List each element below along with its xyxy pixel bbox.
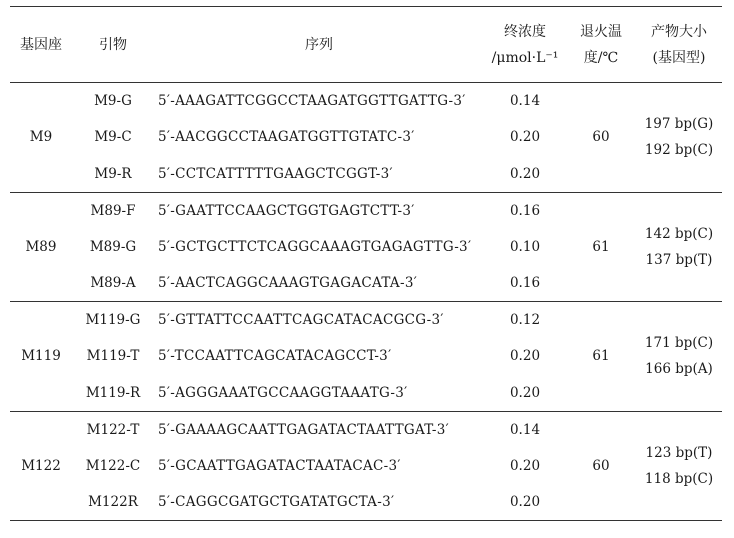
header-concentration-line2: /μmol·L⁻¹ — [491, 49, 559, 66]
product-cell — [636, 192, 722, 302]
primer-cell: M119-G — [85, 312, 141, 328]
table-row — [10, 302, 722, 339]
concentration-cell: 0.20 — [484, 484, 566, 521]
product-size: 118 bp(C) — [644, 470, 714, 487]
locus-cell: M89 — [10, 192, 72, 302]
header-primer: 引物 — [72, 7, 154, 83]
product-size: 192 bp(C) — [644, 142, 714, 159]
product-size: 123 bp(T) — [645, 444, 713, 461]
concentration-cell: 0.20 — [509, 348, 541, 365]
sequence-cell: 5′-AACGGCCTAAGATGGTTGTATC-3′ — [158, 129, 415, 146]
concentration-cell: 0.20 — [484, 156, 566, 193]
annealing-cell: 61 — [566, 192, 636, 302]
sequence-cell: 5′-GCAATTGAGATACTAATACAC-3′ — [158, 457, 401, 474]
header-locus: 基因座 — [10, 7, 72, 83]
annealing-cell: 60 — [566, 411, 636, 521]
header-product-line1: 产物大小 — [651, 23, 707, 40]
table-row — [10, 83, 722, 120]
sequence-cell: 5′-GCTGCTTCTCAGGCAAAGTGAGAGTTG-3′ — [158, 238, 472, 255]
primer-table — [10, 6, 722, 521]
primer-cell: M9-R — [72, 156, 154, 193]
annealing-cell: 60 — [566, 83, 636, 193]
locus-cell: M122 — [10, 411, 72, 521]
sequence-cell: 5′-CAGGCGATGCTGATATGCTA-3′ — [154, 484, 484, 521]
concentration-cell: 0.20 — [509, 129, 541, 146]
primer-cell: M89-A — [72, 265, 154, 302]
primer-cell: M119-R — [72, 375, 154, 412]
locus-cell: M119 — [10, 302, 72, 412]
concentration-cell: 0.12 — [509, 312, 541, 328]
product-cell — [636, 302, 722, 412]
primer-cell: M89-F — [90, 202, 136, 219]
locus-cell: M9 — [10, 83, 72, 193]
primer-cell: M89-G — [89, 238, 137, 255]
sequence-cell: 5′-TCCAATTCAGCATACAGCCT-3′ — [158, 348, 392, 365]
sequence-cell: 5′-AGGGAAATGCCAAGGTAAATG-3′ — [154, 375, 484, 412]
concentration-cell: 0.10 — [509, 238, 541, 255]
product-size: 142 bp(C) — [644, 225, 714, 242]
header-product-line2: (基因型) — [652, 49, 706, 66]
concentration-cell: 0.16 — [509, 202, 541, 219]
product-cell — [636, 411, 722, 521]
header-row — [10, 7, 722, 83]
header-concentration — [484, 7, 566, 83]
header-annealing-line2: 度/℃ — [583, 49, 619, 66]
header-sequence: 序列 — [154, 7, 484, 83]
product-size: 166 bp(A) — [645, 361, 713, 378]
primer-cell: M122-C — [85, 457, 141, 474]
sequence-cell: 5′-AACTCAGGCAAAGTGAGACATA-3′ — [154, 265, 484, 302]
sequence-cell: 5′-GAAAAGCAATTGAGATACTAATTGAT-3′ — [158, 421, 449, 438]
sequence-cell: 5′-GTTATTCCAATTCAGCATACACGCG-3′ — [158, 312, 444, 328]
concentration-cell: 0.14 — [509, 421, 541, 438]
sequence-cell: 5′-AAAGATTCGGCCTAAGATGGTTGATTG-3′ — [158, 93, 466, 109]
header-product — [636, 7, 722, 83]
product-size: 171 bp(C) — [644, 335, 714, 352]
sequence-cell: 5′-GAATTCCAAGCTGGTGAGTCTT-3′ — [158, 202, 415, 219]
primer-cell: M9-G — [94, 93, 132, 109]
header-annealing — [566, 7, 636, 83]
concentration-cell: 0.14 — [509, 93, 541, 109]
header-annealing-line1: 退火温 — [580, 23, 622, 40]
table-row — [10, 411, 722, 448]
header-concentration-line1: 终浓度 — [504, 23, 546, 40]
concentration-cell: 0.20 — [484, 375, 566, 412]
concentration-cell: 0.20 — [509, 457, 541, 474]
sequence-cell: 5′-CCTCATTTTTGAAGCTCGGT-3′ — [154, 156, 484, 193]
primer-cell: M9-C — [94, 129, 132, 146]
concentration-cell: 0.16 — [484, 265, 566, 302]
product-size: 197 bp(G) — [644, 116, 714, 133]
primer-cell: M122-T — [86, 421, 140, 438]
table-row — [10, 192, 722, 229]
annealing-cell: 61 — [566, 302, 636, 412]
primer-cell: M122R — [72, 484, 154, 521]
primer-cell: M119-T — [86, 348, 140, 365]
product-size: 137 bp(T) — [645, 251, 713, 268]
product-cell — [636, 83, 722, 193]
